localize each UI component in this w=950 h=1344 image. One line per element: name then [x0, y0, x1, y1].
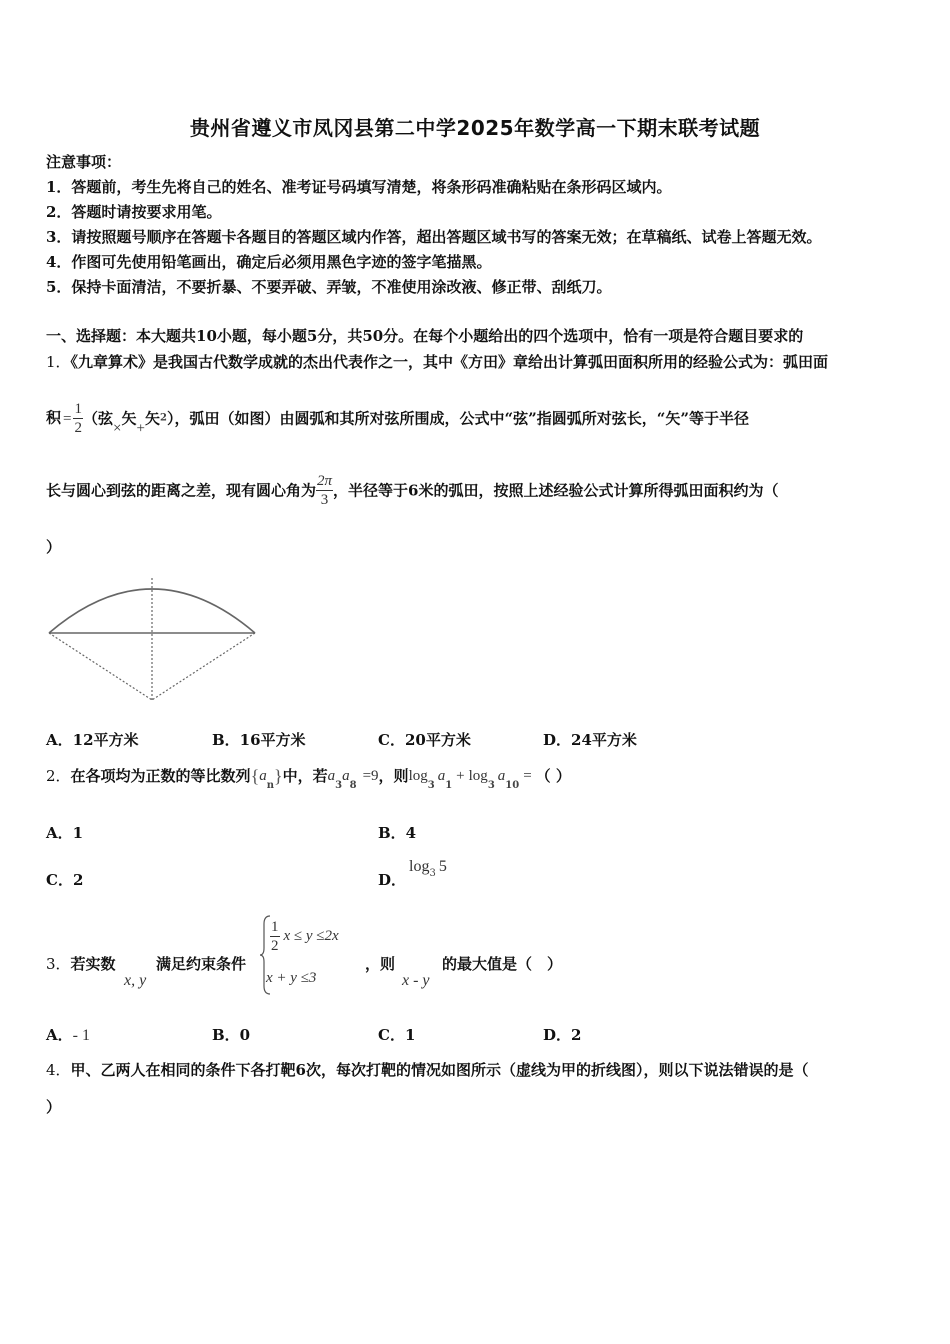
math-term: a	[497, 768, 506, 784]
option-b[interactable]: B．16平方米	[212, 731, 306, 749]
radius-dotted-left	[49, 633, 152, 700]
question-number: 3．	[46, 955, 71, 973]
subscript: n	[266, 780, 274, 791]
notice-item: 5．保持卡面清洁，不要折暴、不要弄破、弄皱，不准使用涂改液、修正带、刮纸刀。	[46, 278, 612, 296]
question-4-line-1	[46, 1060, 809, 1080]
question-text: 满足约束条件	[156, 955, 247, 973]
fraction-denominator: 3	[320, 492, 329, 508]
equals-sign: =	[523, 768, 532, 784]
question-text: 在各项均为正数的等比数列	[70, 767, 251, 785]
log-function: log	[408, 768, 428, 784]
right-brace-icon: }	[273, 766, 283, 786]
question-1-line-4: ）	[46, 538, 62, 556]
question-text: 甲、乙两人在相同的条件下各打靶6次，每次打靶的情况如图所示（虚线为甲的折线图），则以下说法错误的是（	[70, 1061, 809, 1079]
formula-label: 积	[46, 408, 62, 427]
option-label: A．	[46, 1026, 73, 1044]
notice-heading: 注意事项：	[46, 153, 122, 171]
variables: x, y	[124, 972, 147, 989]
option-a[interactable]: A．1	[46, 824, 84, 842]
notice-item: 4．作图可先使用铅笔画出，确定后必须用黑色字迹的签字笔描黑。	[46, 253, 492, 271]
notice-item: 3．请按照题号顺序在答题卡各题目的答题区域内作答，超出答题区域书写的答案无效；在草稿纸、试卷上答题无效。	[46, 228, 822, 246]
fraction-denominator: 2	[271, 938, 279, 954]
question-text: 中，若	[282, 767, 328, 785]
question-text: 若实数	[70, 955, 116, 973]
question-number: 2．	[46, 767, 71, 785]
question-text: 长与圆心到弦的距离之差，现有圆心角为	[46, 481, 317, 500]
plus-sign: +	[456, 768, 465, 784]
subscript: 3	[335, 780, 343, 791]
question-text: ），弧田（如图）由圆弧和其所对弦所围成，公式中“弦”指圆弧所对弦长，“矢”等于半径	[166, 409, 749, 428]
question-2-line	[46, 765, 571, 801]
constraint-2: x + y ≤3	[266, 970, 317, 986]
sequence-term: a	[259, 768, 267, 784]
option-d[interactable]: D．	[378, 871, 407, 889]
question-3-line	[46, 954, 116, 974]
fraction-half	[270, 918, 280, 955]
section-heading: 一、选择题：本大题共10小题，每小题5分，共50分。在每个小题给出的四个选项中，恰有一项是符合题目要求的	[46, 327, 804, 345]
exponent: 2	[159, 412, 167, 424]
question-text: ，则	[378, 767, 409, 785]
constraint-1	[270, 918, 339, 966]
question-1-formula-line	[46, 400, 749, 446]
option-d[interactable]: D．2	[543, 1026, 582, 1044]
option-a[interactable]	[46, 1025, 90, 1046]
objective-expression: x - y	[402, 972, 430, 989]
arc-field-diagram	[44, 570, 260, 706]
left-brace-icon: {	[250, 766, 260, 786]
option-value: - 1	[72, 1027, 90, 1044]
subscript: 1	[445, 780, 453, 791]
fraction-numerator: 1	[271, 919, 279, 935]
log-function: log	[468, 768, 488, 784]
math-term: a	[437, 768, 446, 784]
question-text: （ ）	[535, 767, 571, 785]
times-sign: ×	[113, 420, 122, 437]
formula-sagitta-squared: 矢	[144, 409, 160, 428]
option-b[interactable]: B．0	[212, 1026, 251, 1044]
option-d-math	[409, 856, 447, 879]
option-d[interactable]: D．24平方米	[543, 731, 637, 749]
log-function: log	[409, 858, 430, 875]
option-a[interactable]: A．12平方米	[46, 731, 139, 749]
subscript: 3	[429, 868, 436, 879]
fraction-angle	[316, 472, 333, 509]
formula-chord: （弦	[82, 409, 113, 428]
subscript: 3	[427, 780, 435, 791]
question-4-line-2: ）	[46, 1098, 62, 1116]
plus-sign: +	[136, 420, 145, 437]
notice-item: 2．答题时请按要求用笔。	[46, 203, 222, 221]
option-c[interactable]: C．2	[46, 871, 84, 889]
fraction-half	[73, 400, 83, 437]
question-1-line-1	[46, 352, 828, 372]
subscript: 3	[487, 780, 495, 791]
page-title: 贵州省遵义市凤冈县第二中学2025年数学高一下期末联考试题	[189, 116, 761, 140]
radius-dotted-right	[152, 633, 255, 700]
question-number: 1．	[46, 353, 71, 371]
option-b[interactable]: B．4	[378, 824, 417, 842]
subscript: 10	[505, 780, 520, 791]
option-c[interactable]: C．20平方米	[378, 731, 471, 749]
question-text: ，则	[365, 955, 396, 973]
math-term: a	[342, 768, 350, 784]
option-c[interactable]: C．1	[378, 1026, 416, 1044]
question-1-line-3	[46, 472, 778, 518]
equals-sign: =	[63, 410, 72, 427]
fraction-numerator: 2π	[317, 473, 333, 489]
math-term: a	[327, 768, 336, 784]
subscript: 8	[349, 780, 357, 791]
constraint-text: x ≤ y ≤2x	[283, 928, 339, 944]
question-text: 的最大值是（ ）	[442, 955, 563, 973]
math-term: 5	[438, 858, 447, 875]
question-number: 4．	[46, 1061, 71, 1079]
question-text: 《九章算术》是我国古代数学成就的杰出代表作之一，其中《方田》章给出计算弧田面积所用的经验公式为：弧田面	[70, 353, 829, 371]
question-text: ，半径等于6米的弧田，按照上述经验公式计算所得弧田面积约为（	[333, 481, 779, 500]
formula-sagitta: 矢	[121, 409, 137, 428]
math-term: =9	[362, 768, 379, 784]
fraction-numerator: 1	[74, 401, 82, 417]
fraction-denominator: 2	[74, 420, 82, 436]
notice-item: 1．答题前，考生先将自己的姓名、准考证号码填写清楚，将条形码准确粘贴在条形码区域内。	[46, 178, 672, 196]
